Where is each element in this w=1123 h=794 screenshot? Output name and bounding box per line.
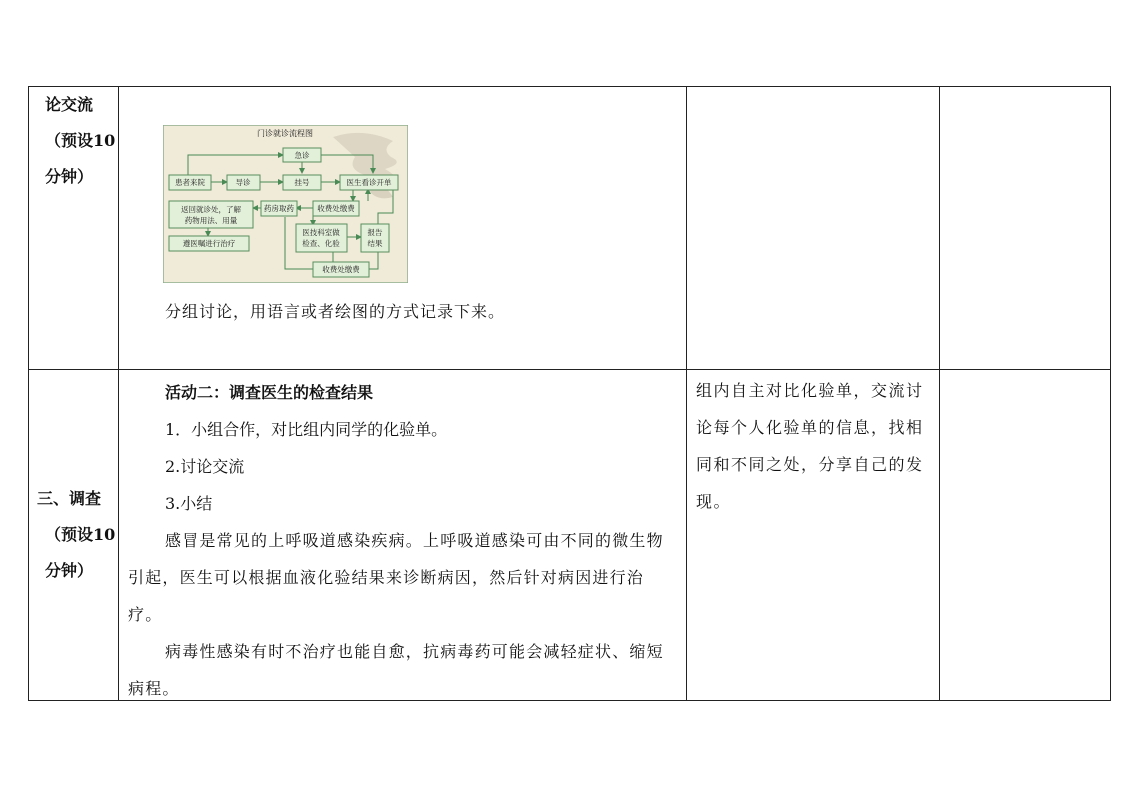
stage-cell: [29, 87, 119, 370]
stage-title: 三、调查: [37, 489, 102, 508]
svg-text:检查、化验: 检查、化验: [302, 239, 340, 248]
student-activity-cell: [687, 370, 940, 701]
svg-text:收费处缴费: 收费处缴费: [322, 265, 360, 274]
svg-text:收费处缴费: 收费处缴费: [317, 204, 355, 213]
teacher-activity-cell: [119, 370, 687, 701]
summary-paragraph-2: 病毒性感染有时不治疗也能自愈，抗病毒药可能会减轻症状、缩短病程。: [128, 642, 664, 698]
design-intent-cell: [940, 87, 1111, 370]
svg-text:遵医嘱进行治疗: 遵医嘱进行治疗: [182, 239, 236, 248]
svg-text:挂号: 挂号: [294, 178, 310, 187]
design-intent-cell: [940, 370, 1111, 701]
activity-step-3: 3.小结: [165, 494, 213, 513]
svg-text:返回就诊处，了解: 返回就诊处，了解: [181, 205, 241, 214]
student-activity-text: [687, 87, 939, 89]
svg-text:结果: 结果: [367, 239, 383, 248]
table-row: [29, 370, 1111, 701]
stage-duration: （预设10: [45, 525, 116, 544]
stage-title: 论交流: [45, 95, 94, 114]
stage-cell: [29, 370, 119, 701]
svg-text:患者来院: 患者来院: [175, 178, 205, 187]
table-row: [29, 87, 1111, 370]
svg-text:药物用法、用量: 药物用法、用量: [184, 216, 238, 225]
activity-title: 活动二：调查医生的检查结果: [165, 383, 374, 402]
svg-text:急诊: 急诊: [294, 151, 310, 160]
svg-text:报告: 报告: [367, 228, 383, 237]
flowchart-caption: 分组讨论，用语言或者绘图的方式记录下来。: [165, 302, 506, 321]
stage-duration: （预设10: [45, 131, 116, 150]
svg-text:药房取药: 药房取药: [264, 204, 294, 213]
design-intent-text: [940, 87, 1110, 89]
student-activity-cell: [687, 87, 940, 370]
svg-text:医技科室做: 医技科室做: [302, 228, 340, 237]
stage-label: [29, 87, 118, 195]
stage-label: [29, 481, 118, 589]
lesson-plan-table: [28, 86, 1111, 701]
activity-step-1: 1．小组合作，对比组内同学的化验单。: [165, 420, 448, 439]
summary-paragraph-1: 感冒是常见的上呼吸道感染疾病。上呼吸道感染可由不同的微生物引起，医生可以根据血液化验结果来诊断病因，然后针对病因进行治疗。: [128, 531, 664, 624]
svg-text:医生看诊开单: 医生看诊开单: [346, 178, 392, 187]
student-activity-text: 组内自主对比化验单，交流讨论每个人化验单的信息，找相同和不同之处，分享自己的发现。: [696, 381, 924, 511]
activity-content: [119, 370, 686, 707]
design-intent-text: [940, 370, 1110, 372]
flowchart-title: 门诊就诊流程图: [257, 129, 313, 138]
outpatient-flowchart: [163, 125, 408, 283]
stage-duration-unit: 分钟）: [45, 561, 94, 580]
stage-duration-unit: 分钟）: [45, 167, 94, 186]
teacher-activity-cell: [119, 87, 687, 370]
activity-step-2: 2.讨论交流: [165, 457, 245, 476]
svg-text:导诊: 导诊: [235, 178, 251, 187]
